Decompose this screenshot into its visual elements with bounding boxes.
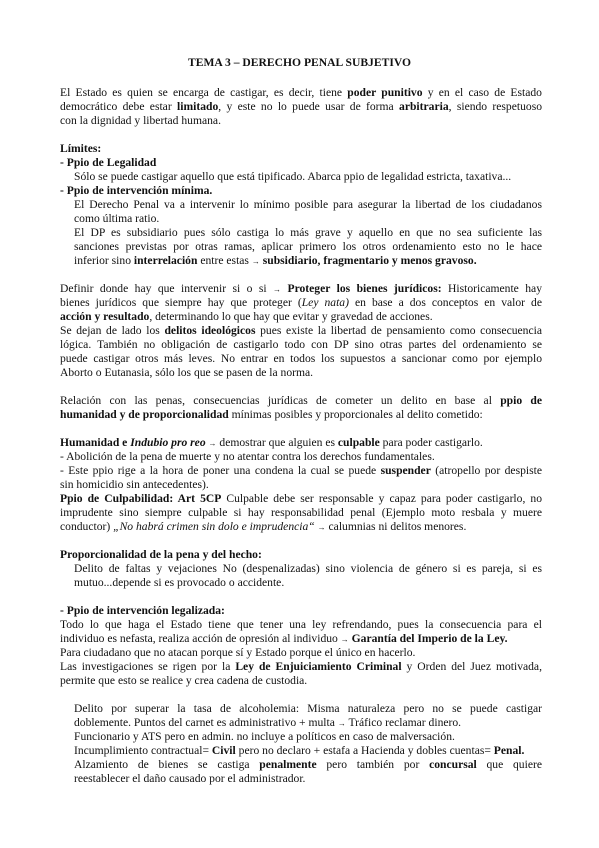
ejemplos-line-3: Funcionario y ATS pero en admin. no incluye a políticos en caso de malversación. — [74, 730, 455, 743]
intervencion-p2-line-3: inferior sino interrelación entre estas → subsidiario, fragmentario y menos gravoso. — [74, 254, 477, 267]
bienes-line-7: Aborto o Eutanasia, sólo los que se pasen de la norma. — [60, 366, 314, 379]
culpabilidad-line-1: Ppio de Culpabilidad: Art 5CP Culpable debe ser responsable y capaz para poder castigarlo, no — [60, 492, 542, 505]
intervencion-heading: - Ppio de intervención mínima. — [60, 184, 213, 197]
bienes-line-1: Definir donde hay que intervenir si o si → Proteger los bienes jurídicos: Historicamente hay — [60, 282, 542, 295]
legalidad-heading: - Ppio de Legalidad — [60, 156, 157, 169]
relacion-line-1: Relación con las penas, consecuencias jurídicas de cometer un delito en base al ppio de — [60, 394, 543, 407]
humanidad-line-3: - Este ppio rige a la hora de poner una condena la cual se puede suspender (atropello por despiste — [60, 464, 542, 477]
intro-line-3: con la dignidad y libertad humana. — [60, 114, 221, 127]
proporcionalidad-line-1: Delito de faltas y vejaciones No (despenalizadas) sino violencia de género si es pareja, si es — [74, 562, 542, 575]
arrow-icon: → — [273, 285, 282, 294]
legalizada-line-5: permite que esto se realice y crea cadena de custodia. — [60, 674, 308, 687]
arrow-icon: → — [340, 635, 349, 644]
arrow-icon: → — [337, 719, 346, 728]
bienes-line-3: acción y resultado, determinando lo que hay que evitar y gravedad de acciones. — [60, 310, 433, 323]
intervencion-p2-line-2: sanciones previstas por otras ramas, aplicar primero los otros ordenamiento esto no le hace — [74, 240, 542, 253]
humanidad-line-2: - Abolición de la pena de muerte y no atentar contra los derechos fundamentales. — [60, 450, 435, 463]
ejemplos-line-4: Incumplimiento contractual= Civil pero no declaro + estafa a Hacienda y dobles cuentas= Penal. — [74, 744, 525, 757]
legalizada-line-2: individuo es nefasta, realiza acción de opresión al individuo → Garantía del Imperio de la Ley. — [60, 632, 508, 645]
bienes-line-5: lógica. También no obligación de castigarlo todo con DP sino otras partes del ordenamiento se — [60, 338, 542, 351]
culpabilidad-line-2: imprudente sino siempre culpable si hay responsabilidad penal (Ejemplo moto resbala y muere — [60, 506, 542, 519]
limites-heading: Límites: — [60, 142, 102, 155]
page-title: TEMA 3 – DERECHO PENAL SUBJETIVO — [188, 56, 411, 69]
arrow-icon: → — [251, 257, 260, 266]
proporcionalidad-line-2: mutuo...depende si es provocado o accidente. — [74, 576, 285, 589]
ejemplos-line-5: Alzamiento de bienes se castiga penalmente pero también por concursal que quiere — [74, 758, 542, 771]
intro-line-2: democrático debe estar limitado, y este no lo puede usar de forma arbitraria, siendo respetuoso — [60, 100, 543, 113]
ejemplos-line-1: Delito por superar la tasa de alcoholemia: Misma naturaleza pero no se puede castigar — [74, 702, 542, 715]
legalizada-line-1: Todo lo que haga el Estado tiene que tener una ley refrendando, pues la consecuencia para el — [60, 618, 542, 631]
arrow-icon: → — [317, 523, 326, 532]
intervencion-p1-line-1: El Derecho Penal va a intervenir lo mínimo posible para asegurar la libertad de los ciudadanos — [74, 198, 542, 211]
humanidad-line-1: Humanidad e Indubio pro reo → demostrar que alguien es culpable para poder castigarlo. — [60, 436, 483, 449]
intro-line-1: El Estado es quien se encarga de castigar, es decir, tiene poder punitivo y en el caso de Estado — [60, 86, 542, 99]
legalizada-line-3: Para ciudadano que no atacan porque sí y Estado porque el único en hacerlo. — [60, 646, 416, 659]
arrow-icon: → — [208, 439, 217, 448]
intervencion-p2-line-1: El DP es subsidiario pues sólo castiga lo más grave y aquello en que no sea suficiente las — [74, 226, 542, 239]
proporcionalidad-heading: Proporcionalidad de la pena y del hecho: — [60, 548, 262, 561]
intervencion-p1-line-2: como última ratio. — [74, 212, 160, 225]
humanidad-line-4: sin homicidio sin antecedentes). — [60, 478, 209, 491]
legalizada-heading: - Ppio de intervención legalizada: — [60, 604, 225, 617]
ejemplos-line-2: doblemente. Puntos del carnet es administrativo + multa → Tráfico reclamar dinero. — [74, 716, 462, 729]
ejemplos-line-6: reestablecer el daño causado por el administrador. — [74, 772, 306, 785]
relacion-line-2: humanidad y de proporcionalidad mínimas posibles y proporcionales al delito cometido: — [60, 408, 483, 421]
legalizada-line-4: Las investigaciones se rigen por la Ley de Enjuiciamiento Criminal y Orden del Juez motivada, — [60, 660, 542, 673]
bienes-line-4: Se dejan de lado los delitos ideológicos pues existe la libertad de pensamiento como consecuencia — [60, 324, 542, 337]
bienes-line-2: bienes jurídicos que siempre hay que proteger (Ley nata) en base a dos conceptos en valor de — [60, 296, 542, 309]
culpabilidad-line-3: conductor) „No habrá crimen sin dolo e imprudencia“ → calumnias ni delitos menores. — [60, 520, 467, 533]
bienes-line-6: puede castigar otros más leves. No entrar en todos los supuestos a sancionar como por ejemplo — [60, 352, 542, 365]
legalidad-text: Sólo se puede castigar aquello que está tipificado. Abarca ppio de legalidad estricta, taxativa... — [74, 170, 512, 183]
